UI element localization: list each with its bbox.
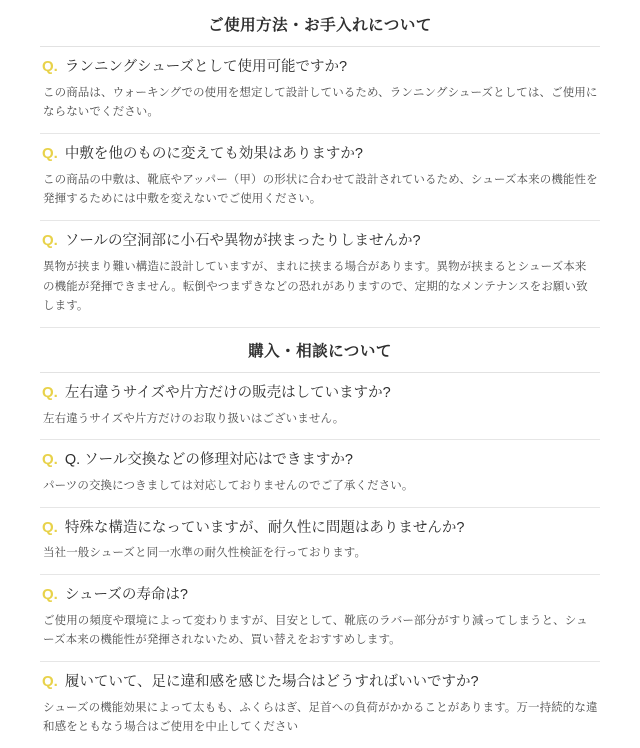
question-mark-icon: Q. <box>42 673 58 691</box>
question-text: ランニングシューズとして使用可能ですか? <box>64 59 348 75</box>
question-text: 中敷を他のものに変えても効果はありますか? <box>64 146 363 163</box>
faq-item <box>40 221 600 327</box>
section-heading-purchase: 購入・相談について <box>248 343 392 361</box>
answer-text: シューズの機能効果によって太もも、ふくらはぎ、足首への負荷がかかることがあります。万一持続的な違和感をともなう場合はご使用を中止してください <box>43 701 598 734</box>
question-mark-icon: Q. <box>42 451 58 469</box>
answer-text: 異物が挟まり難い構造に設計していますが、まれに挟まる場合があります。異物が挟まるとシューズ本来の機能が発揮できません。転倒やつまずきなどの恐れがありますので、定期的なメンテナンスをお願い致します。 <box>43 260 588 313</box>
divider <box>40 327 600 328</box>
question-line <box>42 451 598 471</box>
faq-item <box>40 373 600 439</box>
question-text: Q. ソール交換などの修理対応はできますか? <box>64 452 353 469</box>
question-mark-icon: Q. <box>42 518 58 536</box>
faq-item <box>40 662 600 748</box>
question-text: シューズの寿命は? <box>64 587 188 604</box>
question-mark-icon: Q. <box>42 232 58 250</box>
question-mark-icon: Q. <box>42 384 58 402</box>
question-line <box>42 384 598 404</box>
faq-item <box>40 575 600 661</box>
question-text: 履いていて、足に違和感を感じた場合はどうすればいいですか? <box>64 674 479 691</box>
question-line <box>42 519 598 539</box>
question-mark-icon: Q. <box>42 586 58 604</box>
question-mark-icon: Q. <box>42 58 58 75</box>
answer-text: 当社一般シューズと同一水準の耐久性検証を行っております。 <box>43 547 367 560</box>
question-line <box>42 58 598 78</box>
answer-text: 左右違うサイズや片方だけのお取り扱いはございません。 <box>43 412 345 425</box>
question-text: ソールの空洞部に小石や異物が挟まったりしませんか? <box>64 233 421 250</box>
answer-text: この商品の中敷は、靴底やアッパー（甲）の形状に合わせて設計されているため、シューズ本来の機能性を発揮するためには中敷を変えないでご使用ください。 <box>43 173 598 206</box>
question-text: 特殊な構造になっていますが、耐久性に問題はありませんか? <box>64 519 465 536</box>
question-mark-icon: Q. <box>42 145 58 163</box>
question-line <box>42 232 598 252</box>
question-text: 左右違うサイズや片方だけの販売はしていますか? <box>64 385 391 402</box>
faq-item <box>40 47 600 133</box>
answer-text: パーツの交換につきましては対応しておりませんのでご了承ください。 <box>43 479 414 492</box>
answer-text: ご使用の頻度や環境によって変わりますが、目安として、靴底のラバー部分がすり減ってしまうと、シューズ本来の機能性が発揮されないため、買い替えをおすすめします。 <box>43 614 588 647</box>
faq-item <box>40 440 600 506</box>
answer-text: この商品は、ウォーキングでの使用を想定して設計しているため、ランニングシューズとしては、ご使用にならないでください。 <box>43 86 598 119</box>
faq-item <box>40 134 600 220</box>
section-1 <box>40 0 600 328</box>
question-line <box>42 586 598 606</box>
question-line <box>42 145 598 165</box>
faq-item <box>40 508 600 574</box>
section-heading-usage: ご使用方法・お手入れについて <box>208 17 432 34</box>
question-line <box>42 673 598 693</box>
section-2 <box>40 330 600 748</box>
